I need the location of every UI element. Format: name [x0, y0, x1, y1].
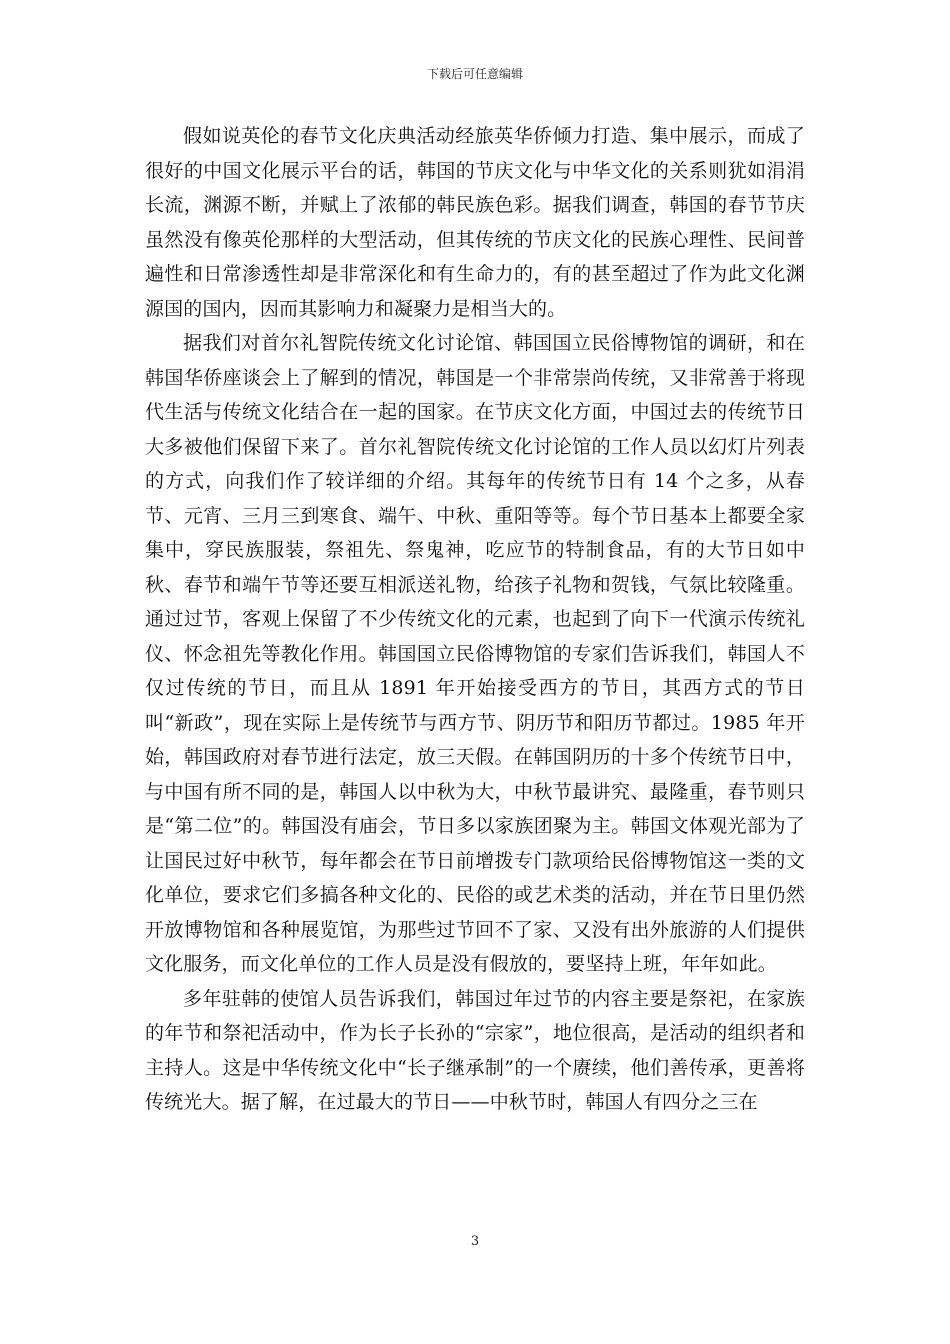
- paragraph-1: 假如说英伦的春节文化庆典活动经旅英华侨倾力打造、集中展示，而成了很好的中国文化展示平台的话，韩国的节庆文化与中华文化的关系则犹如涓涓长流，渊源不断，并赋上了浓郁的韩民族色彩。据我们调查，韩国的春节节庆虽然没有像英伦那样的大型活动，但其传统的节庆文化的民族心理性、民间普遍性和日常渗透性却是非常深化和有生命力的，有的甚至超过了作为此文化渊源国的国内，因而其影响力和凝聚力是相当大的。: [145, 125, 805, 320]
- page-number: 3: [470, 1234, 480, 1249]
- paragraph-3: 多年驻韩的使馆人员告诉我们，韩国过年过节的内容主要是祭祀，在家族的年节和祭祀活动中，作为长子长孙的“宗家”，地位很高，是活动的组织者和主持人。这是中华传统文化中“长子继承制”的一个赓续，他们善传承，更善将传统光大。据了解，在过最大的节日——中秋节时，韩国人有四分之三在: [145, 987, 805, 1113]
- page-header: 下载后可任意编辑: [426, 67, 523, 81]
- document-body: [145, 119, 805, 1120]
- paragraph-2: 据我们对首尔礼智院传统文化讨论馆、韩国国立民俗博物馆的调研，和在韩国华侨座谈会上了解到的情况，韩国是一个非常崇尚传统，又非常善于将现代生活与传统文化结合在一起的国家。在节庆文化方面，中国过去的传统节日大多被他们保留下来了。首尔礼智院传统文化讨论馆的工作人员以幻灯片列表的方式，向我们作了较详细的介绍。其每年的传统节日有 14 个之多，从春节、元宵、三月三到寒食、端午、中秋、重阳等等。每个节日基本上都要全家集中，穿民族服装，祭祖先、祭鬼神，吃应节的特制食品，有的大节日如中秋、春节和端午节等还要互相派送礼物，给孩子礼物和贺钱，气氛比较隆重。通过过节，客观上保留了不少传统文化的元素，也起到了向下一代演示传统礼仪、怀念祖先等教化作用。韩国国立民俗博物馆的专家们告诉我们，韩国人不仅过传统的节日，而且从 1891 年开始接受西方的节日，其西方式的节日叫“新政”，现在实际上是传统节与西方节、阴历节和阳历节都过。1985 年开始，韩国政府对春节进行法定，放三天假。在韩国阴历的十多个传统节日中，与中国有所不同的是，韩国人以中秋为大，中秋节最讲究、最隆重，春节则只是“第二位”的。韩国没有庙会，节日多以家族团聚为主。韩国文体观光部为了让国民过好中秋节，每年都会在节日前增拨专门款项给民俗博物馆这一类的文化单位，要求它们多搞各种文化的、民俗的或艺术类的活动，并在节日里仍然开放博物馆和各种展览馆，为那些过节回不了家、又没有出外旅游的人们提供文化服务，而文化单位的工作人员是没有假放的，要坚持上班，年年如此。: [145, 332, 805, 975]
